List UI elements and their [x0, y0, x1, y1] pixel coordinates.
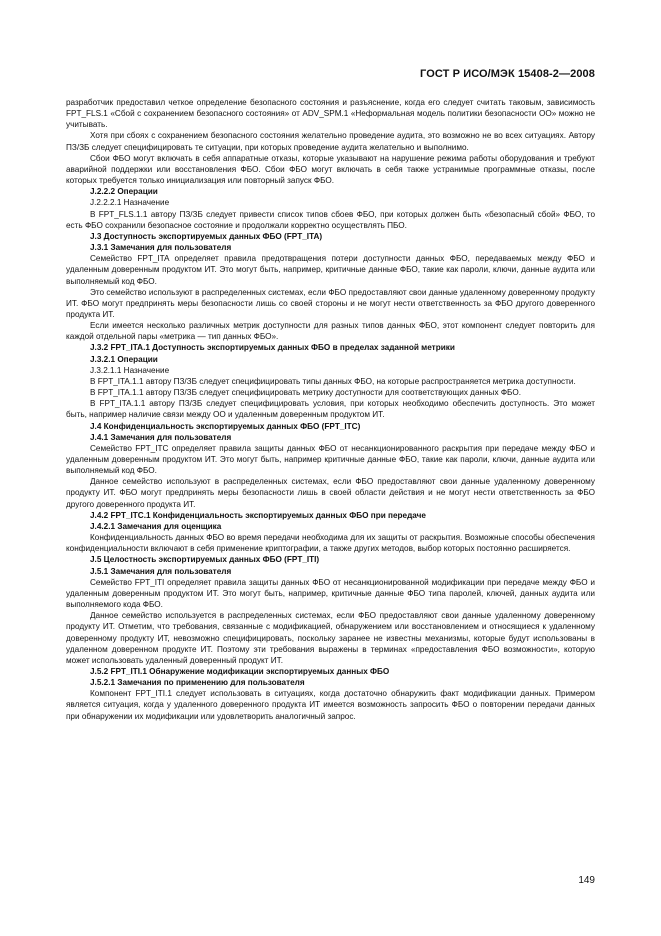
body-paragraph: Данное семейство используется в распределенных системах, если ФБО предоставляют свои данные удаленному доверенному продукту ИТ. Отметим, что требования, связанные с модификацией, обнаружением или восстановлением и относящиеся к удаленному доверенному продукту ИТ, невозможно специфицировать, поскольку заранее не известны механизмы, которые будут использованы в удаленном доверенном продукте ИТ. Поэтому эти требования выражены в терминах «предоставления ФБО возможности», которую может использовать удаленный доверенный продукт ИТ.	[66, 611, 595, 665]
section-heading: J.2.2.2 Операции	[90, 187, 158, 197]
section-heading: J.5 Целостность экспортируемых данных ФБО (FPT_ITI)	[90, 555, 320, 565]
document-header: ГОСТ Р ИСО/МЭК 15408-2—2008	[420, 68, 595, 80]
body-paragraph: Семейство FPT_ITA определяет правила предотвращения потери доступности данных ФБО, передаваемых между ФБО и удаленным доверенным продуктом ИТ. Это могут быть, например, критичные данные ФБО, такие как пароли, ключи, данные аудита или выполняемый код ФБО.	[66, 254, 595, 286]
section-heading: J.5.2.1 Замечания по применению для пользователя	[90, 678, 305, 688]
body-paragraph: В FPT_ITA.1.1 автору ПЗ/ЗБ следует специфицировать метрику доступности для соответствующих данных ФБО.	[90, 388, 521, 398]
section-heading: J.3.2.1 Операции	[90, 354, 158, 364]
section-heading: J.4.1 Замечания для пользователя	[90, 432, 232, 442]
section-heading: J.4.2.1 Замечания для оценщика	[90, 521, 222, 531]
body-paragraph: Конфиденциальность данных ФБО во время передачи необходима для их защиты от раскрытия. Возможные способы обеспечения конфиденциальности включают в себя применение криптографии, а также других методов, выбор которых постоянно расширяется.	[66, 533, 595, 554]
body-paragraph: Это семейство используют в распределенных системах, если ФБО предоставляют свои данные удаленному доверенному продукту ИТ. ФБО могут предпринять меры безопасности лишь со своей стороны и не могут нести ответственность за ФБО другого доверенного продукта ИТ.	[66, 287, 595, 319]
page-number: 149	[578, 875, 595, 886]
page-body	[66, 97, 595, 722]
section-heading: J.4.2 FPT_ITC.1 Конфиденциальность экспортируемых данных ФБО при передаче	[90, 510, 426, 520]
section-heading: J.3 Доступность экспортируемых данных ФБО (FPT_ITA)	[90, 231, 323, 241]
section-heading: J.4 Конфиденциальность экспортируемых данных ФБО (FPT_ITC)	[90, 421, 361, 431]
body-paragraph: Семейство FPT_ITC определяет правила защиты данных ФБО от несанкционированного раскрытия при передаче между ФБО и удаленным доверенным продуктом ИТ. Это могут быть, например критичные данные ФБО, такие как пароли, ключи, данные аудита или выполняемый код ФБО.	[66, 443, 595, 476]
body-paragraph: Данное семейство используют в распределенных системах, если ФБО предоставляют свои данные удаленному доверенному продукту ИТ. ФБО могут предпринять меры безопасности лишь в своей области действия и не могут нести ответственность за ФБО другого доверенного продукта ИТ.	[66, 477, 595, 509]
section-heading: J.5.1 Замечания для пользователя	[90, 566, 232, 576]
section-heading: J.3.2 FPT_ITA.1 Доступность экспортируемых данных ФБО в пределах заданной метрики	[90, 343, 455, 353]
body-paragraph: разработчик предоставил четкое определение безопасного состояния и разъяснение, когда его следует считать таковым, зависимость FPT_FLS.1 «Сбой с сохранением безопасного состояния» от ADV_SPM.1 «Неформальная модель политики безопасности ОО» можно не учитывать.	[66, 98, 595, 130]
body-paragraph: J.3.2.1.1 Назначение	[90, 365, 170, 375]
body-paragraph: В FPT_FLS.1.1 автору ПЗ/ЗБ следует привести список типов сбоев ФБО, при которых должен быть «безопасный сбой» ФБО, то есть ФБО сохранили безопасное состояние и продолжали корректно осуществлять ПБО.	[66, 209, 595, 230]
section-heading: J.5.2 FPT_ITI.1 Обнаружение модификации экспортируемых данных ФБО	[90, 666, 390, 676]
body-paragraph: В FPT_ITA.1.1 автору ПЗ/ЗБ следует специфицировать типы данных ФБО, на которые распространяется метрика доступности.	[90, 376, 576, 386]
body-paragraph: В FPT_ITA.1.1 автору ПЗ/ЗБ следует специфицировать условия, при которых необходимо обеспечить доступность. Это может быть, например наличие связи между ОО и удаленным доверенным продуктом ИТ.	[66, 399, 595, 420]
body-paragraph: Семейство FPT_ITI определяет правила защиты данных ФБО от несанкционированной модификации при передаче между ФБО и удаленным доверенным продуктом ИТ. Это могут быть, например, критичные данные ФБО типа паролей, ключей, данных аудита или выполняемого кода ФБО.	[66, 577, 595, 610]
body-paragraph: Хотя при сбоях с сохранением безопасного состояния желательно проведение аудита, это возможно не во всех ситуациях. Автору ПЗ/ЗБ следует специфицировать те ситуации, при которых проведение аудита желательно и выполнимо.	[66, 131, 595, 152]
body-paragraph: J.2.2.2.1 Назначение	[90, 198, 170, 208]
section-heading: J.3.1 Замечания для пользователя	[90, 243, 232, 253]
body-paragraph: Компонент FPT_ITI.1 следует использовать в ситуациях, когда достаточно обнаружить факт модификации данных. Примером является ситуация, когда у удаленного доверенного продукта ИТ имеется возможность запросить ФБО о повторении передачи данных при обнаружении их модификации или удовлетворить аналогичный запрос.	[66, 689, 595, 721]
body-paragraph: Если имеется несколько различных метрик доступности для разных типов данных ФБО, этот компонент следует повторить для каждой отдельной пары «метрика — тип данных ФБО».	[66, 321, 595, 342]
body-paragraph: Сбои ФБО могут включать в себя аппаратные отказы, которые указывают на нарушение режима работы оборудования и требуют аварийной поддержки или восстановления ФБО. Сбои ФБО могут включать в себя также устранимые программные отказы, после которых требуется только инициализация или повторный запуск ФБО.	[66, 153, 595, 186]
